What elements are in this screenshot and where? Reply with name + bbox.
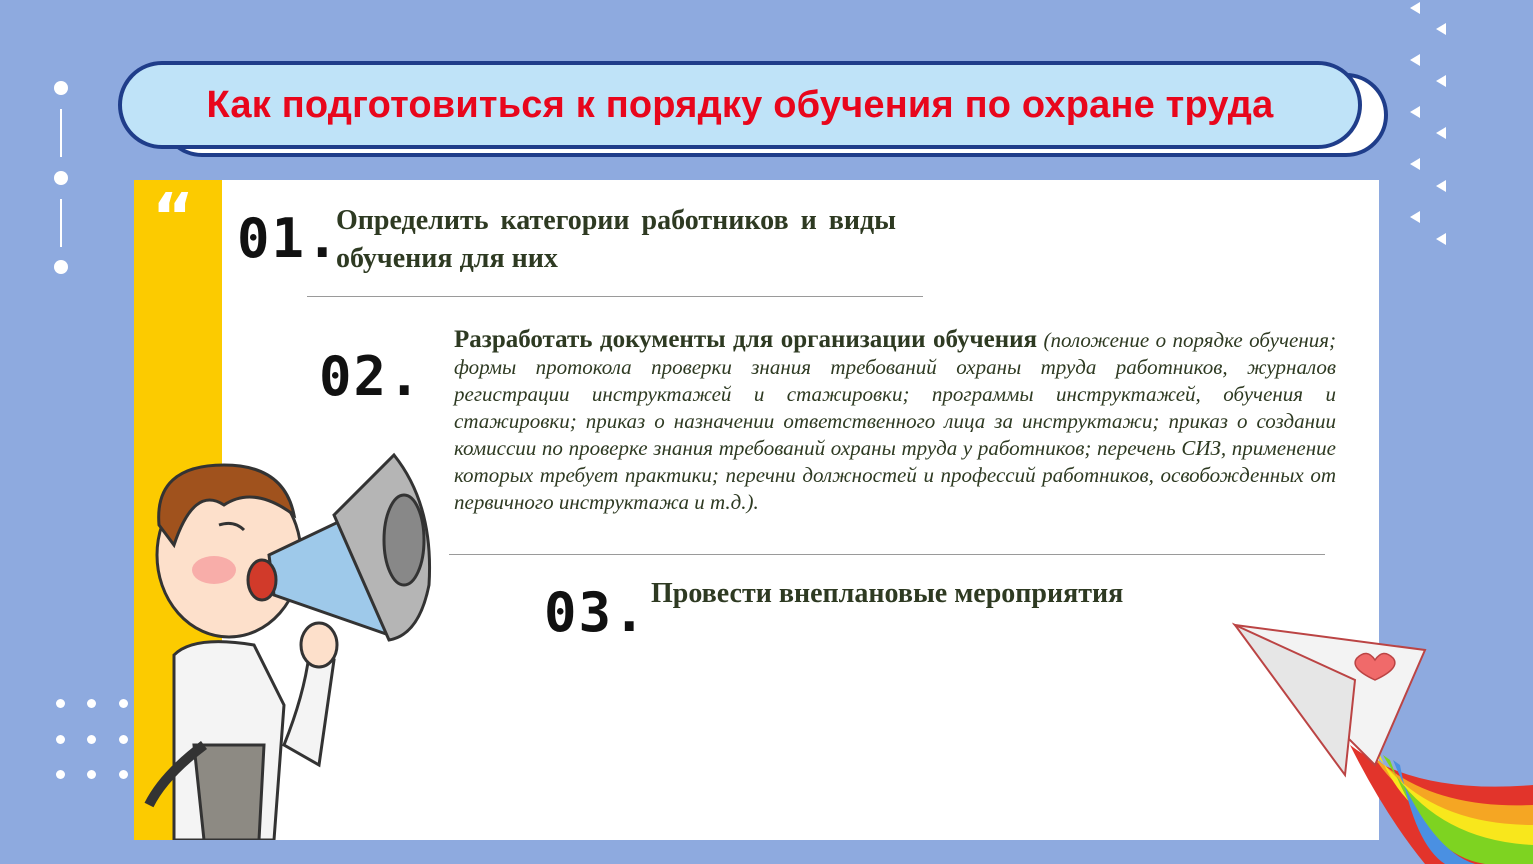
side-dot [54, 260, 68, 274]
item-lead: Разработать документы для организации обучения [454, 326, 1038, 353]
divider [449, 554, 1325, 555]
item-number: 01. [237, 207, 341, 270]
grid-dot [87, 735, 96, 744]
triangle-icon [1410, 2, 1420, 14]
grid-dot [119, 735, 128, 744]
triangle-icon [1436, 180, 1446, 192]
man-with-megaphone-illustration [134, 445, 444, 840]
triangle-icon [1436, 23, 1446, 35]
item-number: 02. [319, 345, 423, 408]
grid-dot [56, 770, 65, 779]
quote-icon: “ [152, 181, 195, 255]
content-card [134, 180, 1379, 840]
grid-dot [87, 699, 96, 708]
divider [307, 296, 923, 297]
triangle-icon [1410, 106, 1420, 118]
triangle-icon [1436, 127, 1446, 139]
title-banner [118, 61, 1362, 149]
item-text: Провести внеплановые мероприятия [651, 578, 1124, 609]
grid-dot [56, 735, 65, 744]
item-text [454, 326, 1336, 516]
triangle-icon [1410, 211, 1420, 223]
item-detail: (положение о порядке обучения; формы протокола проверки знания требований охраны труда работников, журналов регистрации инструктажей и стажировки; программы инструктажей, обучения и стажировки; приказ о назначении ответственного лица за инструктажи; приказ о создании комиссии по проверке знания требований охраны труда у работников; перечень СИЗ, применение которых требует практики; перечни должностей и профессий работников, освобожденных от первичного инструктажа и т.д.). [454, 328, 1337, 514]
page-title: Как подготовиться к порядку обучения по охране труда [206, 83, 1274, 126]
grid-dot [119, 699, 128, 708]
side-dot [54, 171, 68, 185]
item-number: 03. [544, 581, 648, 644]
triangle-icon [1410, 54, 1420, 66]
side-line [60, 199, 62, 247]
side-dot [54, 81, 68, 95]
item-text: Определить категории работников и виды обучения для них [336, 205, 896, 274]
triangle-icon [1410, 158, 1420, 170]
triangle-icon [1436, 75, 1446, 87]
paper-plane-illustration [1225, 615, 1533, 864]
grid-dot [87, 770, 96, 779]
grid-dot [56, 699, 65, 708]
side-line [60, 109, 62, 157]
triangle-icon [1436, 233, 1446, 245]
grid-dot [119, 770, 128, 779]
